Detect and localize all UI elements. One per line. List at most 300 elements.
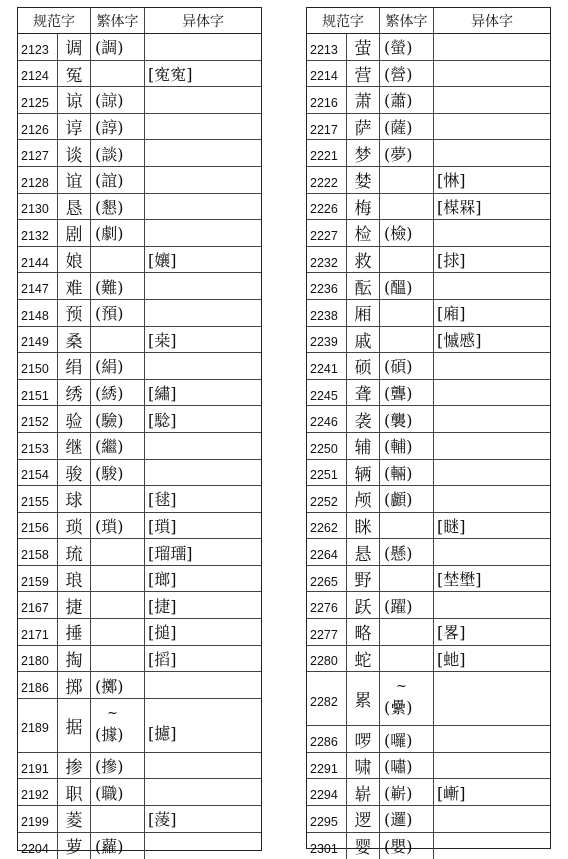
entry-number: 2251 bbox=[307, 460, 347, 486]
entry-number: 2171 bbox=[18, 619, 58, 645]
standard-char: 营 bbox=[347, 61, 380, 87]
entry-number: 2241 bbox=[307, 353, 347, 379]
table-row bbox=[307, 460, 550, 487]
traditional-char bbox=[380, 167, 434, 193]
standard-char: 蛇 bbox=[347, 646, 380, 672]
standard-char: 掷 bbox=[58, 672, 91, 698]
standard-char: 预 bbox=[58, 300, 91, 326]
table-row bbox=[18, 592, 261, 619]
standard-char: 娘 bbox=[58, 247, 91, 273]
standard-char: 捶 bbox=[58, 619, 91, 645]
traditional-char: (蘿) bbox=[91, 833, 145, 859]
table-header bbox=[307, 8, 550, 34]
standard-char: 跃 bbox=[347, 592, 380, 618]
table-row bbox=[18, 672, 261, 699]
traditional-char: (輛) bbox=[380, 460, 434, 486]
traditional-char: (繼) bbox=[91, 433, 145, 459]
variant-char: [騐] bbox=[148, 410, 177, 430]
entry-number: 2156 bbox=[18, 513, 58, 539]
traditional-char: (絹) bbox=[91, 353, 145, 379]
table-row bbox=[18, 513, 261, 540]
standard-char: 掺 bbox=[58, 753, 91, 779]
table-row bbox=[18, 433, 261, 460]
table-row bbox=[18, 273, 261, 300]
variant-char: [捷] bbox=[148, 596, 177, 616]
standard-char: 眯 bbox=[347, 513, 380, 539]
standard-char: 辅 bbox=[347, 433, 380, 459]
traditional-char: (諄) bbox=[91, 114, 145, 140]
traditional-char: (嬰) bbox=[380, 833, 434, 859]
table-row bbox=[307, 779, 550, 806]
traditional-char: (嶄) bbox=[380, 779, 434, 805]
table-row bbox=[18, 566, 261, 593]
right-character-table bbox=[306, 7, 551, 859]
entry-number: 2280 bbox=[307, 646, 347, 672]
entry-number: 2252 bbox=[307, 486, 347, 512]
variant-char: [繡] bbox=[148, 384, 177, 404]
standard-char: 略 bbox=[347, 619, 380, 645]
traditional-char: (劇) bbox=[91, 220, 145, 246]
traditional-char: (諒) bbox=[91, 87, 145, 113]
variant-char bbox=[434, 220, 550, 246]
traditional-char bbox=[380, 513, 434, 539]
traditional-char: (懇) bbox=[91, 194, 145, 220]
traditional-char: (營) bbox=[380, 61, 434, 87]
entry-number: 2144 bbox=[18, 247, 58, 273]
variant-char bbox=[145, 753, 261, 779]
entry-number: 2130 bbox=[18, 194, 58, 220]
table-row bbox=[307, 220, 550, 247]
table-row bbox=[18, 753, 261, 780]
table-row bbox=[18, 167, 261, 194]
standard-char: 累 bbox=[347, 672, 380, 725]
table-row bbox=[18, 779, 261, 806]
entry-number: 2199 bbox=[18, 806, 58, 832]
traditional-char: (職) bbox=[91, 779, 145, 805]
standard-char: 梅 bbox=[347, 194, 380, 220]
traditional-char: (夢) bbox=[380, 140, 434, 166]
table-row bbox=[307, 167, 550, 194]
traditional-char bbox=[380, 566, 434, 592]
entry-number: 2262 bbox=[307, 513, 347, 539]
variant-char bbox=[145, 833, 261, 859]
entry-number: 2245 bbox=[307, 380, 347, 406]
variant-char bbox=[434, 753, 550, 779]
variant-char bbox=[145, 87, 261, 113]
entry-number: 2216 bbox=[307, 87, 347, 113]
standard-char: 谆 bbox=[58, 114, 91, 140]
entry-number: 2126 bbox=[18, 114, 58, 140]
table-row bbox=[307, 87, 550, 114]
standard-char: 酝 bbox=[347, 273, 380, 299]
standard-char: 啸 bbox=[347, 753, 380, 779]
entry-number: 2264 bbox=[307, 539, 347, 565]
entry-number: 2125 bbox=[18, 87, 58, 113]
table-row bbox=[307, 513, 550, 540]
standard-char: 掏 bbox=[58, 646, 91, 672]
standard-char: 萨 bbox=[347, 114, 380, 140]
entry-number: 2291 bbox=[307, 753, 347, 779]
variant-char: [攄] bbox=[148, 723, 177, 743]
tilde-mark: ~ bbox=[107, 705, 118, 721]
entry-number: 2152 bbox=[18, 406, 58, 432]
header-traditional-char: 繁体字 bbox=[91, 8, 145, 33]
table-row bbox=[307, 833, 550, 859]
table-row bbox=[307, 300, 550, 327]
standard-char: 职 bbox=[58, 779, 91, 805]
standard-char: 检 bbox=[347, 220, 380, 246]
table-row bbox=[18, 486, 261, 513]
variant-char bbox=[145, 34, 261, 60]
traditional-char: (驗) bbox=[91, 406, 145, 432]
table-body bbox=[307, 34, 550, 859]
table-row bbox=[307, 406, 550, 433]
entry-number: 2167 bbox=[18, 592, 58, 618]
standard-char: 难 bbox=[58, 273, 91, 299]
header-variant-char: 异体字 bbox=[182, 13, 224, 30]
variant-char: [毬] bbox=[148, 490, 177, 510]
standard-char: 袭 bbox=[347, 406, 380, 432]
variant-char: [搥] bbox=[148, 623, 177, 643]
table-row bbox=[18, 406, 261, 433]
standard-char: 绣 bbox=[58, 380, 91, 406]
entry-number: 2227 bbox=[307, 220, 347, 246]
variant-char: [廂] bbox=[437, 304, 466, 324]
traditional-char bbox=[380, 194, 434, 220]
standard-char: 萤 bbox=[347, 34, 380, 60]
table-row bbox=[18, 194, 261, 221]
standard-char: 桑 bbox=[58, 327, 91, 353]
entry-number: 2159 bbox=[18, 566, 58, 592]
standard-char: 辆 bbox=[347, 460, 380, 486]
table-row bbox=[18, 220, 261, 247]
standard-char: 剧 bbox=[58, 220, 91, 246]
standard-char: 戚 bbox=[347, 327, 380, 353]
traditional-char: (調) bbox=[91, 34, 145, 60]
traditional-char bbox=[91, 61, 145, 87]
table-row bbox=[18, 380, 261, 407]
traditional-char bbox=[91, 539, 145, 565]
table-row bbox=[307, 539, 550, 566]
traditional-char bbox=[91, 592, 145, 618]
traditional-char bbox=[380, 619, 434, 645]
traditional-char: (懸) bbox=[380, 539, 434, 565]
table-row bbox=[307, 646, 550, 673]
standard-char: 悬 bbox=[347, 539, 380, 565]
variant-char: [搯] bbox=[148, 649, 177, 669]
variant-char bbox=[434, 460, 550, 486]
table-row bbox=[18, 61, 261, 88]
header-standard-char: 规范字 bbox=[307, 8, 380, 33]
traditional-char bbox=[380, 300, 434, 326]
variant-char bbox=[145, 433, 261, 459]
variant-char bbox=[145, 114, 261, 140]
entry-number: 2158 bbox=[18, 539, 58, 565]
traditional-char-text: (據) bbox=[95, 724, 124, 744]
variant-char bbox=[145, 167, 261, 193]
table-row bbox=[307, 327, 550, 354]
table-row bbox=[307, 61, 550, 88]
table-row bbox=[307, 592, 550, 619]
table-row bbox=[307, 194, 550, 221]
entry-number: 2250 bbox=[307, 433, 347, 459]
standard-char: 野 bbox=[347, 566, 380, 592]
entry-number: 2236 bbox=[307, 273, 347, 299]
entry-number: 2132 bbox=[18, 220, 58, 246]
standard-char: 逻 bbox=[347, 806, 380, 832]
variant-char: [畧] bbox=[437, 623, 466, 643]
variant-char: [慽慼] bbox=[437, 330, 482, 350]
variant-char: [瑣] bbox=[148, 516, 177, 536]
traditional-char: (薩) bbox=[380, 114, 434, 140]
traditional-char bbox=[91, 486, 145, 512]
variant-char bbox=[434, 114, 550, 140]
table-row bbox=[307, 114, 550, 141]
standard-char: 骏 bbox=[58, 460, 91, 486]
standard-char: 萝 bbox=[58, 833, 91, 859]
table-row bbox=[18, 699, 261, 753]
standard-char: 捷 bbox=[58, 592, 91, 618]
entry-number: 2282 bbox=[307, 672, 347, 725]
variant-char: [孃] bbox=[148, 251, 177, 271]
entry-number: 2151 bbox=[18, 380, 58, 406]
variant-char: [捄] bbox=[437, 251, 466, 271]
standard-char: 硕 bbox=[347, 353, 380, 379]
entry-number: 2149 bbox=[18, 327, 58, 353]
entry-number: 2192 bbox=[18, 779, 58, 805]
variant-char bbox=[434, 806, 550, 832]
header-variant-char: 异体字 bbox=[471, 13, 513, 30]
standard-char: 谅 bbox=[58, 87, 91, 113]
variant-char: [蔆] bbox=[148, 810, 177, 830]
table-row bbox=[307, 380, 550, 407]
entry-number: 2189 bbox=[18, 699, 58, 752]
standard-char: 琐 bbox=[58, 513, 91, 539]
traditional-char bbox=[91, 806, 145, 832]
standard-char: 梦 bbox=[347, 140, 380, 166]
entry-number: 2150 bbox=[18, 353, 58, 379]
table-row bbox=[18, 353, 261, 380]
table-row bbox=[18, 300, 261, 327]
variant-char bbox=[145, 779, 261, 805]
entry-number: 2155 bbox=[18, 486, 58, 512]
standard-char: 球 bbox=[58, 486, 91, 512]
traditional-char: (襲) bbox=[380, 406, 434, 432]
standard-char: 萧 bbox=[347, 87, 380, 113]
traditional-char bbox=[91, 327, 145, 353]
standard-char: 救 bbox=[347, 247, 380, 273]
variant-char bbox=[434, 539, 550, 565]
variant-char: [桒] bbox=[148, 330, 177, 350]
entry-number: 2123 bbox=[18, 34, 58, 60]
standard-char: 啰 bbox=[347, 726, 380, 752]
standard-char: 冤 bbox=[58, 61, 91, 87]
variant-char bbox=[434, 353, 550, 379]
traditional-char: (邏) bbox=[380, 806, 434, 832]
standard-char: 恳 bbox=[58, 194, 91, 220]
variant-char bbox=[434, 140, 550, 166]
variant-char bbox=[434, 592, 550, 618]
traditional-char-text: (纍) bbox=[384, 698, 413, 718]
entry-number: 2222 bbox=[307, 167, 347, 193]
variant-char bbox=[145, 140, 261, 166]
variant-char: [楳槑] bbox=[437, 197, 482, 217]
entry-number: 2286 bbox=[307, 726, 347, 752]
traditional-char bbox=[380, 672, 434, 725]
traditional-char: (醞) bbox=[380, 273, 434, 299]
table-row bbox=[18, 87, 261, 114]
traditional-char: (駿) bbox=[91, 460, 145, 486]
traditional-char: (綉) bbox=[91, 380, 145, 406]
entry-number: 2226 bbox=[307, 194, 347, 220]
traditional-char: (碩) bbox=[380, 353, 434, 379]
traditional-char: (囉) bbox=[380, 726, 434, 752]
variant-char bbox=[145, 460, 261, 486]
traditional-char: (難) bbox=[91, 273, 145, 299]
entry-number: 2294 bbox=[307, 779, 347, 805]
variant-char bbox=[434, 34, 550, 60]
traditional-char: (誼) bbox=[91, 167, 145, 193]
traditional-char: (顱) bbox=[380, 486, 434, 512]
header-standard-char: 规范字 bbox=[18, 8, 91, 33]
entry-number: 2186 bbox=[18, 672, 58, 698]
standard-char: 谊 bbox=[58, 167, 91, 193]
entry-number: 2128 bbox=[18, 167, 58, 193]
entry-number: 2232 bbox=[307, 247, 347, 273]
tilde-mark: ~ bbox=[396, 679, 407, 695]
variant-char bbox=[145, 194, 261, 220]
entry-number: 2295 bbox=[307, 806, 347, 832]
entry-number: 2213 bbox=[307, 34, 347, 60]
variant-char: [惏] bbox=[437, 171, 466, 191]
standard-char: 琅 bbox=[58, 566, 91, 592]
standard-char: 据 bbox=[58, 699, 91, 752]
table-row bbox=[307, 353, 550, 380]
standard-char: 谈 bbox=[58, 140, 91, 166]
entry-number: 2276 bbox=[307, 592, 347, 618]
traditional-char bbox=[91, 247, 145, 273]
standard-char: 琉 bbox=[58, 539, 91, 565]
variant-char bbox=[145, 672, 261, 698]
traditional-char: (談) bbox=[91, 140, 145, 166]
table-row bbox=[307, 806, 550, 833]
table-row bbox=[307, 247, 550, 274]
standard-char: 颅 bbox=[347, 486, 380, 512]
traditional-char: (嘯) bbox=[380, 753, 434, 779]
variant-char bbox=[434, 833, 550, 859]
variant-char bbox=[434, 380, 550, 406]
table-row bbox=[307, 433, 550, 460]
standard-char: 厢 bbox=[347, 300, 380, 326]
traditional-char: (預) bbox=[91, 300, 145, 326]
entry-number: 2154 bbox=[18, 460, 58, 486]
traditional-char bbox=[380, 327, 434, 353]
table-row bbox=[18, 806, 261, 833]
left-character-table bbox=[17, 7, 262, 859]
header-traditional-char: 繁体字 bbox=[380, 8, 434, 33]
standard-char: 调 bbox=[58, 34, 91, 60]
standard-char: 聋 bbox=[347, 380, 380, 406]
entry-number: 2127 bbox=[18, 140, 58, 166]
entry-number: 2191 bbox=[18, 753, 58, 779]
table-row bbox=[307, 140, 550, 167]
variant-char bbox=[145, 300, 261, 326]
entry-number: 2221 bbox=[307, 140, 347, 166]
table-row bbox=[18, 539, 261, 566]
table-row bbox=[18, 327, 261, 354]
variant-char: [瑠璢] bbox=[148, 543, 193, 563]
variant-char bbox=[434, 87, 550, 113]
standard-char: 崭 bbox=[347, 779, 380, 805]
traditional-char: (聾) bbox=[380, 380, 434, 406]
table-row bbox=[307, 486, 550, 513]
entry-number: 2204 bbox=[18, 833, 58, 859]
entry-number: 2265 bbox=[307, 566, 347, 592]
entry-number: 2153 bbox=[18, 433, 58, 459]
entry-number: 2180 bbox=[18, 646, 58, 672]
entry-number: 2277 bbox=[307, 619, 347, 645]
traditional-char: (螢) bbox=[380, 34, 434, 60]
variant-char bbox=[145, 273, 261, 299]
variant-char bbox=[145, 220, 261, 246]
entry-number: 2239 bbox=[307, 327, 347, 353]
variant-char: [寃寃] bbox=[148, 64, 193, 84]
table-row bbox=[307, 273, 550, 300]
traditional-char bbox=[91, 646, 145, 672]
table-row bbox=[307, 619, 550, 646]
table-row bbox=[307, 753, 550, 780]
traditional-char: (擲) bbox=[91, 672, 145, 698]
variant-char bbox=[434, 433, 550, 459]
table-row bbox=[18, 619, 261, 646]
table-row bbox=[307, 672, 550, 726]
entry-number: 2301 bbox=[307, 833, 347, 859]
table-row bbox=[18, 247, 261, 274]
standard-char: 继 bbox=[58, 433, 91, 459]
variant-char bbox=[434, 672, 550, 725]
traditional-char: (躍) bbox=[380, 592, 434, 618]
table-row bbox=[18, 114, 261, 141]
table-row bbox=[18, 140, 261, 167]
entry-number: 2124 bbox=[18, 61, 58, 87]
table-row bbox=[18, 833, 261, 859]
variant-char bbox=[434, 406, 550, 432]
standard-char: 婪 bbox=[347, 167, 380, 193]
variant-char bbox=[434, 273, 550, 299]
table-row bbox=[18, 34, 261, 61]
table-header bbox=[18, 8, 261, 34]
table-row bbox=[307, 566, 550, 593]
variant-char bbox=[145, 353, 261, 379]
traditional-char: (摻) bbox=[91, 753, 145, 779]
traditional-char bbox=[380, 247, 434, 273]
traditional-char bbox=[91, 566, 145, 592]
table-row bbox=[307, 726, 550, 753]
traditional-char bbox=[380, 646, 434, 672]
traditional-char bbox=[91, 699, 145, 752]
traditional-char: (蕭) bbox=[380, 87, 434, 113]
standard-char: 菱 bbox=[58, 806, 91, 832]
variant-char: [嶃] bbox=[437, 783, 466, 803]
entry-number: 2214 bbox=[307, 61, 347, 87]
variant-char: [瑯] bbox=[148, 570, 177, 590]
entry-number: 2238 bbox=[307, 300, 347, 326]
table-body bbox=[18, 34, 261, 859]
entry-number: 2246 bbox=[307, 406, 347, 432]
table-row bbox=[18, 646, 261, 673]
traditional-char bbox=[91, 619, 145, 645]
variant-char bbox=[434, 486, 550, 512]
